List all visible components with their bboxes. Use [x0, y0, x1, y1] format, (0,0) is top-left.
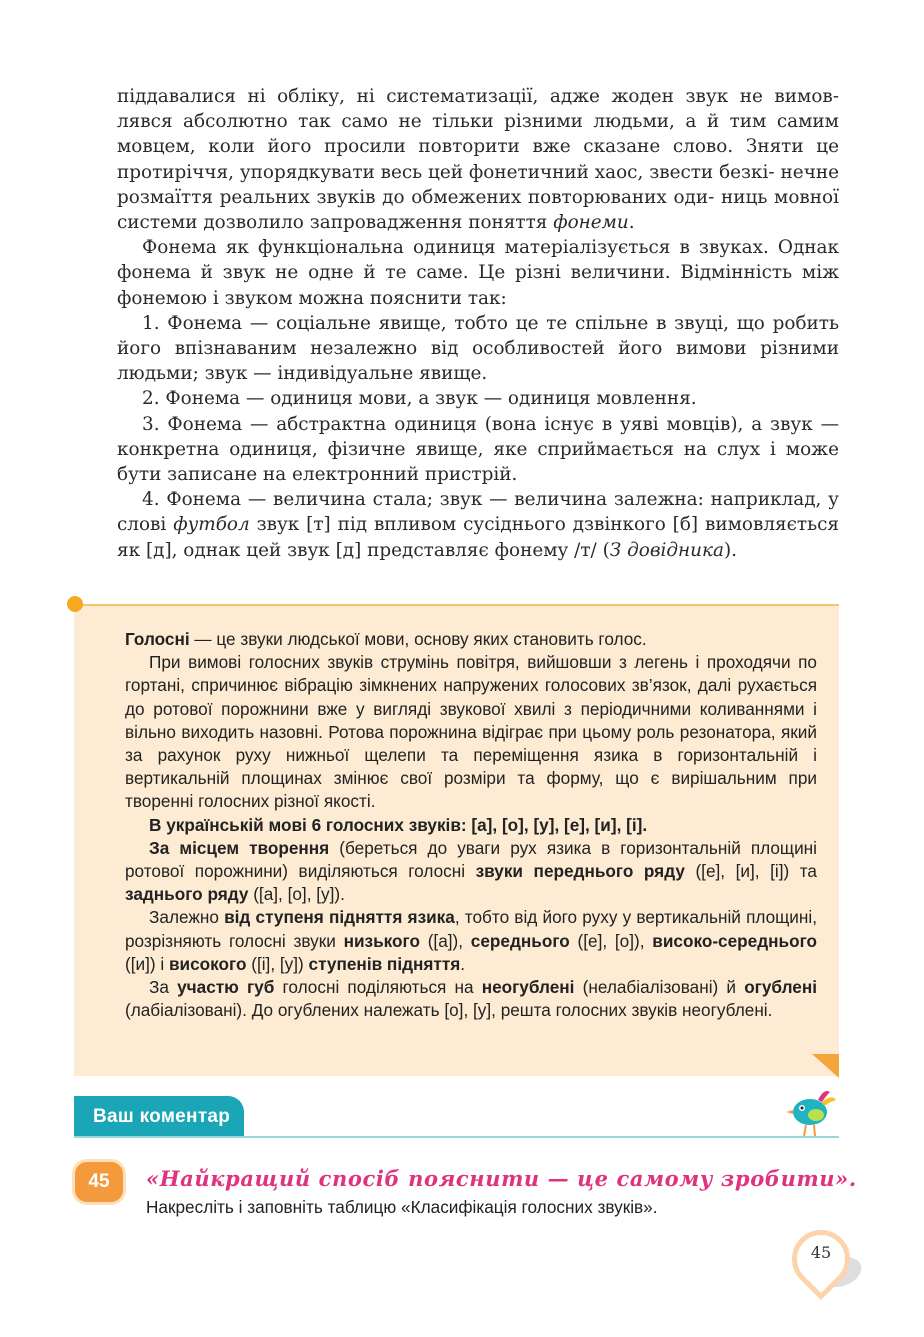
- list-item-1: 1. Фонема — соціальне явище, тобто це те спільне в звуці, що робить його впізнаваним незалежно від особливостей його вимови різними людьми; звук — індивідуальне явище.: [117, 312, 839, 385]
- list-item-3: 3. Фонема — абстрактна одиниця (вона існує в уяві мовців), а звук — конкретна одиниця, фізичне явище, яке сприймається на слух і може бути записане на електронний пристрій.: [117, 413, 839, 486]
- comment-heading: Ваш коментар: [74, 1096, 244, 1138]
- info-text: [125, 628, 817, 1022]
- vowels-height: Залежно від ступеня підняття язика, тобто від його руху у вертикальній площині, розрізняють голосні звуки низького ([а]), середнього ([е], [о]), високо-середнього ([и]) і високого ([і], [у]) ступенів підняття.: [125, 907, 817, 974]
- task-instruction: Накресліть і заповніть таблицю «Класифікація голосних звуків».: [146, 1197, 658, 1217]
- vowels-lips: За участю губ голосні поділяються на неогублені (нелабіалізовані) й огублені (лабіалізовані). До огублених належать [о], [у], решта голосних звуків неогублені.: [125, 977, 817, 1021]
- vowels-place: За місцем творення (береться до уваги рух язика в горизонтальній площині ротової порожнини) виділяються голосні звуки переднього ряду ([е], [и], [і]) та заднього ряду ([а], [о], [у]).: [125, 837, 817, 905]
- vowels-definition: Голосні — це звуки людської мови, основу яких становить голос.: [125, 629, 647, 649]
- bird-icon: [782, 1080, 840, 1140]
- vowels-production: При вимові голосних звуків струмінь повітря, вийшовши з легень і проходячи по гортані, спричинює вібрацію зімкнених напружених голосових зв’язок, далі рухається до ротової порожнини вже у вигляді звукової хвилі з періодичними коливаннями і вільно виходить назовні. Ротова порожнина відіграє при цьому роль резонатора, який за рахунок руху нижньої щелепи та переміщення язика в горизонтальній і вертикальній площинах змінює свої розміри та форму, що є вирішальним при творенні голосних різної якості.: [125, 652, 817, 812]
- term-phoneme: фонеми: [553, 212, 629, 234]
- page-number: 45: [810, 1243, 832, 1262]
- info-dot-icon: [67, 596, 83, 612]
- main-text: [117, 84, 839, 563]
- task-number-badge: 45: [75, 1162, 123, 1202]
- task-quote: «Найкращий спосіб пояснити — це самому зробити».: [146, 1166, 857, 1191]
- comment-divider: [74, 1136, 839, 1138]
- paragraph-definition: Фонема як функціональна одиниця матеріалізується в звуках. Однак фонема й звук не одне й те саме. Це різні величини. Відмінність між фонемою і звуком можна пояснити так:: [117, 237, 839, 309]
- list-item-2: 2. Фонема — одиниця мови, а звук — одиниця мовлення.: [142, 388, 697, 410]
- vowels-count: В українській мові 6 голосних звуків: [а], [о], [у], [е], [и], [і].: [149, 814, 648, 835]
- paragraph-intro: піддавалися ні обліку, ні систематизації, адже жоден звук не вимов- лявся абсолютно так само не тільки різними людьми, а й тим самим мовцем, коли його просили повторити вже сказане слово. Зняти це протиріччя, упорядкувати весь цей фонетичний хаос, звести безкі- нечне розмаїття реальних звуків до обмежених повторюваних оди- ниць мовної системи дозволило запровадження поняття фонеми.: [117, 86, 839, 234]
- flag-corner-icon: [812, 1054, 839, 1078]
- list-item-4: 4. Фонема — величина стала; звук — величина залежна: наприклад, у слові футбол звук [т] під впливом сусіднього дзвінкого [б] вимовляється як [д], однак цей звук [д] представляє фонему /т/ (З довідника).: [117, 489, 840, 561]
